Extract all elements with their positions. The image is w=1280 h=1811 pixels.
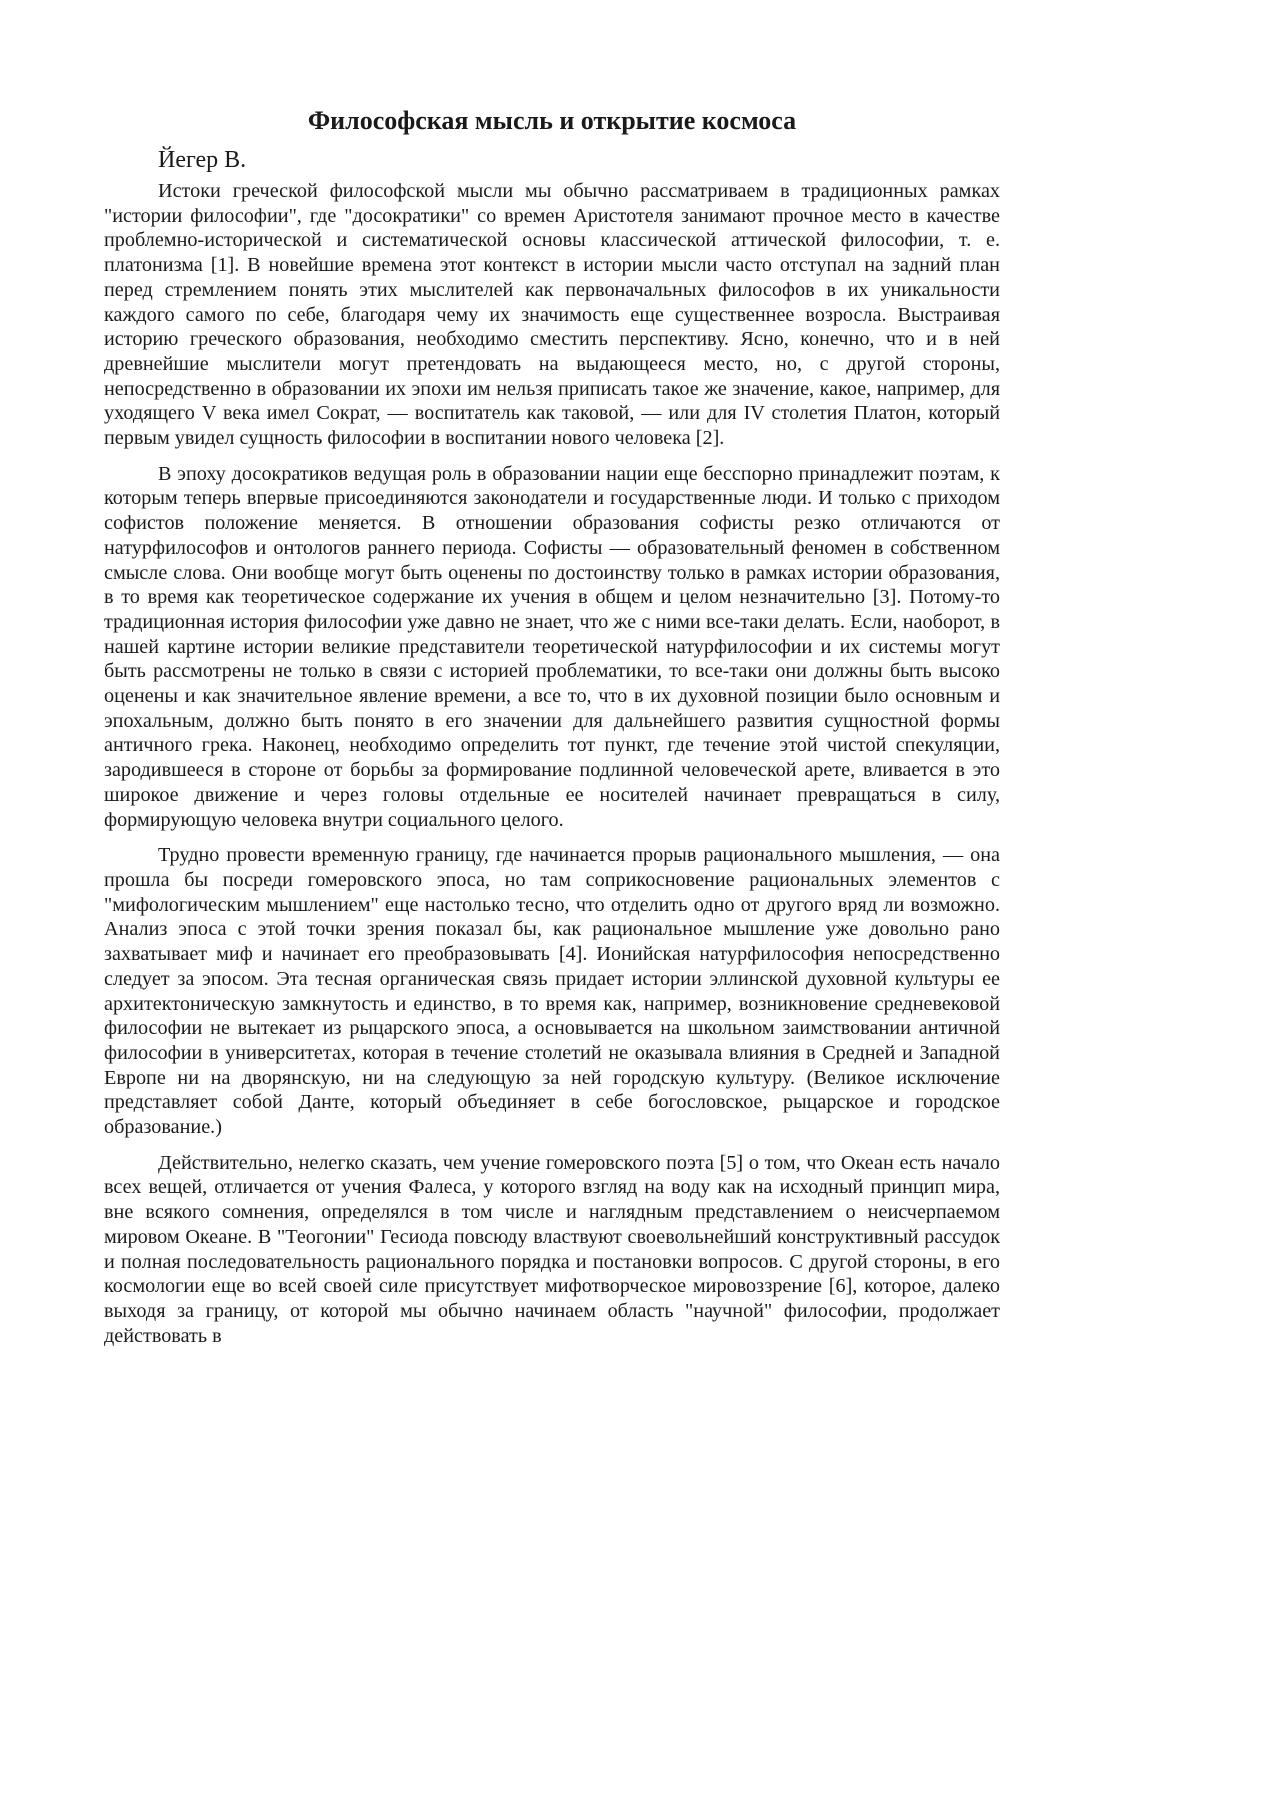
document-author: Йегер В.	[158, 147, 247, 173]
paragraph-3: Трудно провести временную границу, где начинается прорыв рационального мышления, — она прошла бы посреди гомеровского эпоса, но там соприкосновение рациональных элементов с "мифологическим мышлением" еще настолько тесно, что отделить одно от другого вряд ли возможно. Анализ эпоса с этой точки зрения показал бы, как рациональное мышление уже довольно рано захватывает миф и начинает его преобразовывать [4]. Ионийская натурфилософия непосредственно следует за эпосом. Эта тесная органическая связь придает истории эллинской духовной культуры ее архитектоническую замкнутость и единство, в то время как, например, возникновение средневековой философии не вытекает из рыцарского эпоса, а основывается на школьном заимствовании античной философии в университетах, которая в течение столетий не оказывала влияния в Средней и Западной Европе ни на дворянскую, ни на следующую за ней городскую культуру. (Великое исключение представляет собой Данте, который объединяет в себе богословское, рыцарское и городское образование.)	[104, 844, 1000, 1139]
document-title: Философская мысль и открытие космоса	[307, 106, 797, 135]
paragraph-1: Истоки греческой философской мысли мы обычно рассматриваем в традиционных рамках "истории философии", где "досократики" со времен Аристотеля занимают прочное место в качестве проблемно-исторической и систематической основы классической аттической философии, т. е. платонизма [1]. В новейшие времена этот контекст в истории мысли часто отступал на задний план перед стремлением понять этих мыслителей как первоначальных философов в их уникальности каждого самого по себе, благодаря чему их значимость еще существеннее возросла. Выстраивая историю греческого образования, необходимо сместить перспективу. Ясно, конечно, что и в ней древнейшие мыслители могут претендовать на выдающееся место, но, с другой стороны, непосредственно в образовании их эпохи им нельзя приписать такое же значение, какое, например, для уходящего V века имел Сократ, — воспитатель как таковой, — или для IV столетия Платон, который первым увидел сущность философии в воспитании нового человека [2].	[104, 180, 1000, 450]
paragraph-2: В эпоху досократиков ведущая роль в образовании нации еще бесспорно принадлежит поэтам, к которым теперь впервые присоединяются законодатели и государственные люди. И только с приходом софистов положение меняется. В отношении образования софисты резко отличаются от натурфилософов и онтологов раннего периода. Софисты — образовательный феномен в собственном смысле слова. Они вообще могут быть оценены по достоинству только в рамках истории образования, в то время как теоретическое содержание их учения в общем и целом незначительно [3]. Потому-то традиционная история философии уже давно не знает, что же с ними все-таки делать. Если, наоборот, в нашей картине истории великие представители теоретической натурфилософии и их системы могут быть рассмотрены не только в связи с историей проблематики, то все-таки они должны быть высоко оценены и как значительное явление времени, а все то, что в их духовной позиции было основным и эпохальным, должно быть понято в его значении для дальнейшего развития сущностной формы античного грека. Наконец, необходимо определить тот пункт, где течение этой чистой спекуляции, зародившееся в стороне от борьбы за формирование подлинной человеческой арете, вливается в это широкое движение и через головы отдельные ее носителей начинает превращаться в силу, формирующую человека внутри социального целого.	[104, 462, 1000, 831]
document-page	[104, 103, 1000, 1359]
paragraph-4: Действительно, нелегко сказать, чем учение гомеровского поэта [5] о том, что Океан есть начало всех вещей, отличается от учения Фалеса, у которого взгляд на воду как на исходный принцип мира, вне всякого сомнения, определялся в том числе и наглядным представлением о неисчерпаемом мировом Океане. В "Теогонии" Гесиода повсюду властвуют своевольнейший конструктивный рассудок и полная последовательность рационального порядка и постановки вопросов. С другой стороны, в его космологии еще во всей своей силе присутствует мифотворческое мировоззрение [6], которое, далеко выходя за границу, от которой мы обычно начинаем область "научной" философии, продолжает действовать в	[104, 1151, 1000, 1347]
